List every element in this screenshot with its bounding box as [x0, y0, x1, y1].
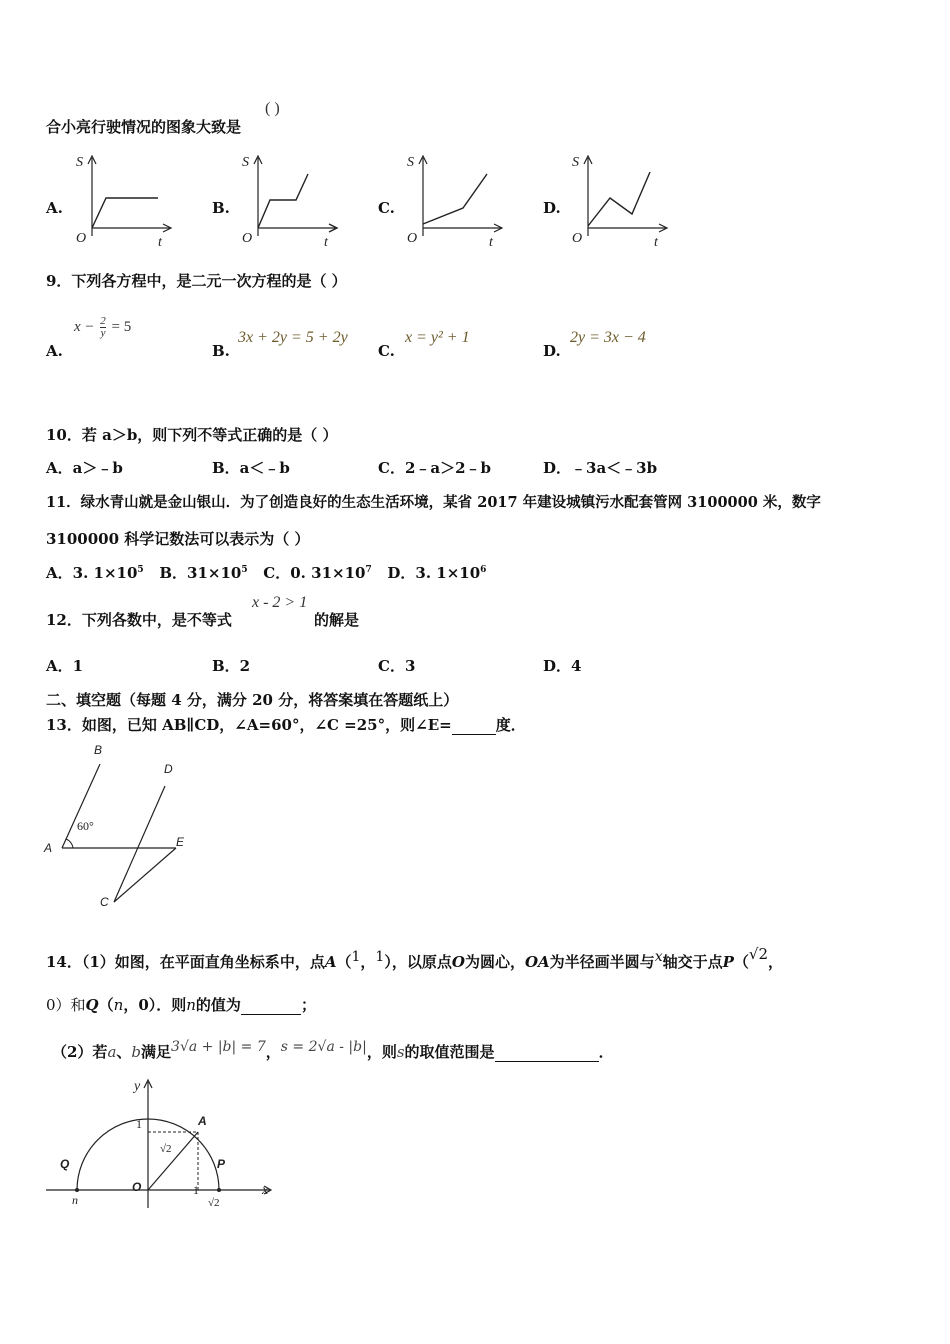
q10-option-c: C．2﹣a＞2﹣b [378, 459, 492, 477]
svg-text:Q: Q [60, 1157, 70, 1171]
origin-label: O [76, 231, 87, 246]
origin-label: O [572, 231, 583, 246]
q12-stem-b: 的解是 [314, 611, 360, 629]
q9-option-c-expr: x = y² + 1 [405, 329, 470, 346]
q12-inequality: x - 2 > 1 [252, 594, 308, 611]
svg-text:E: E [176, 835, 185, 849]
q9-option-d-expr: 2y = 3x − 4 [570, 329, 646, 346]
q9-option-b-expr: 3x + 2y = 5 + 2y [238, 329, 348, 346]
svg-text:1: 1 [136, 1117, 142, 1131]
q8-option-d-label: D. [543, 199, 561, 217]
q12-option-a: A．1 [46, 657, 84, 675]
axis-t-label: t [324, 235, 328, 250]
q11-options: A．3. $1\times 10^5$ B．$31\times 10^5$ C．0. $31\times 10^7$ D．3. $1\times 10^6$ [46, 564, 487, 582]
q11-stem-line1: 11．绿水青山就是金山银山．为了创造良好的生态生活环境，某省 2017 年建设城镇污水配套管网 3100000 米，数字 [46, 494, 821, 511]
svg-text:P: P [217, 1157, 226, 1171]
q9-option-d-label: D. [543, 342, 561, 360]
axis-s-label: S [242, 155, 249, 170]
axis-t-label: t [654, 235, 658, 250]
svg-text:D: D [164, 762, 173, 776]
q8-option-b-label: B. [212, 199, 230, 217]
axis-s-label: S [407, 155, 414, 170]
q9-stem: 9．下列各方程中，是二元一次方程的是（ ） [46, 272, 347, 290]
axis-t-label: t [489, 235, 493, 250]
q8-graph-a [70, 152, 175, 250]
q8-graph-d [566, 152, 671, 250]
svg-text:C: C [100, 895, 109, 909]
q14-line2: 0）和Q（n，0）．则n的值为 ； [46, 996, 316, 1014]
q10-stem: 10．若 a＞b，则下列不等式正确的是（ ） [46, 426, 338, 444]
section-2-heading: 二、填空题（每题 4 分，满分 20 分，将答案填在答题纸上） [46, 691, 459, 709]
q8-option-a-label: A. [46, 199, 63, 217]
axis-s-label: S [572, 155, 579, 170]
q9-option-a-label: A. [46, 342, 63, 360]
svg-text:B: B [94, 743, 103, 757]
svg-text:y: y [134, 1079, 141, 1094]
q8-stem: 合小亮行驶情况的图象大致是 [46, 118, 242, 136]
q14-figure [40, 1076, 280, 1216]
q8-answer-paren: ( ) [265, 100, 280, 117]
q13-stem: 13．如图，已知 AB∥CD，∠A=60°，∠C =25°，则∠E= 度． [46, 716, 526, 734]
q8-option-c-label: C. [378, 199, 395, 217]
q13-figure [40, 740, 200, 910]
origin-label: O [242, 231, 253, 246]
q8-graph-c [401, 152, 506, 250]
q9-option-a-expr: x − $\frac{2}{y}$ = 5 [74, 315, 132, 339]
axis-t-label: t [158, 235, 162, 250]
svg-text:√2: √2 [160, 1143, 172, 1155]
q8-graph-b [236, 152, 341, 250]
q10-option-a: A．a＞﹣b [46, 459, 123, 477]
axis-s-label: S [76, 155, 83, 170]
svg-text:n: n [72, 1193, 78, 1207]
svg-text:√2: √2 [208, 1197, 220, 1209]
q12-stem-a: 12．下列各数中，是不等式 [46, 611, 232, 629]
svg-text:1: 1 [193, 1183, 199, 1197]
q12-option-c: C．3 [378, 657, 416, 675]
q14-part2: （2）若a、b满足3√a + |b| = 7，s = 2√a - |b|，则s的取值范围是 ． [52, 1039, 614, 1061]
q12-option-b: B．2 [212, 657, 251, 675]
q10-option-b: B．a＜﹣b [212, 459, 290, 477]
q9-option-b-label: B. [212, 342, 230, 360]
q9-option-c-label: C. [378, 342, 395, 360]
q14-line1: 14．（1）如图，在平面直角坐标系中，点A（$^1$，$^1$），以原点O为圆心，OA为半径画半圆与$^x$轴交于点P（$^{√2}$， [46, 945, 784, 971]
q11-stem-line2: 3100000 科学记数法可以表示为（ ） [46, 530, 310, 548]
svg-text:A: A [44, 841, 53, 855]
svg-text:O: O [132, 1180, 142, 1194]
origin-label: O [407, 231, 418, 246]
svg-text:A: A [198, 1114, 207, 1128]
q10-option-d: D．﹣3a＜﹣3b [543, 459, 658, 477]
svg-text:60°: 60° [77, 819, 94, 833]
svg-text:x: x [262, 1183, 269, 1198]
q12-option-d: D．4 [543, 657, 582, 675]
